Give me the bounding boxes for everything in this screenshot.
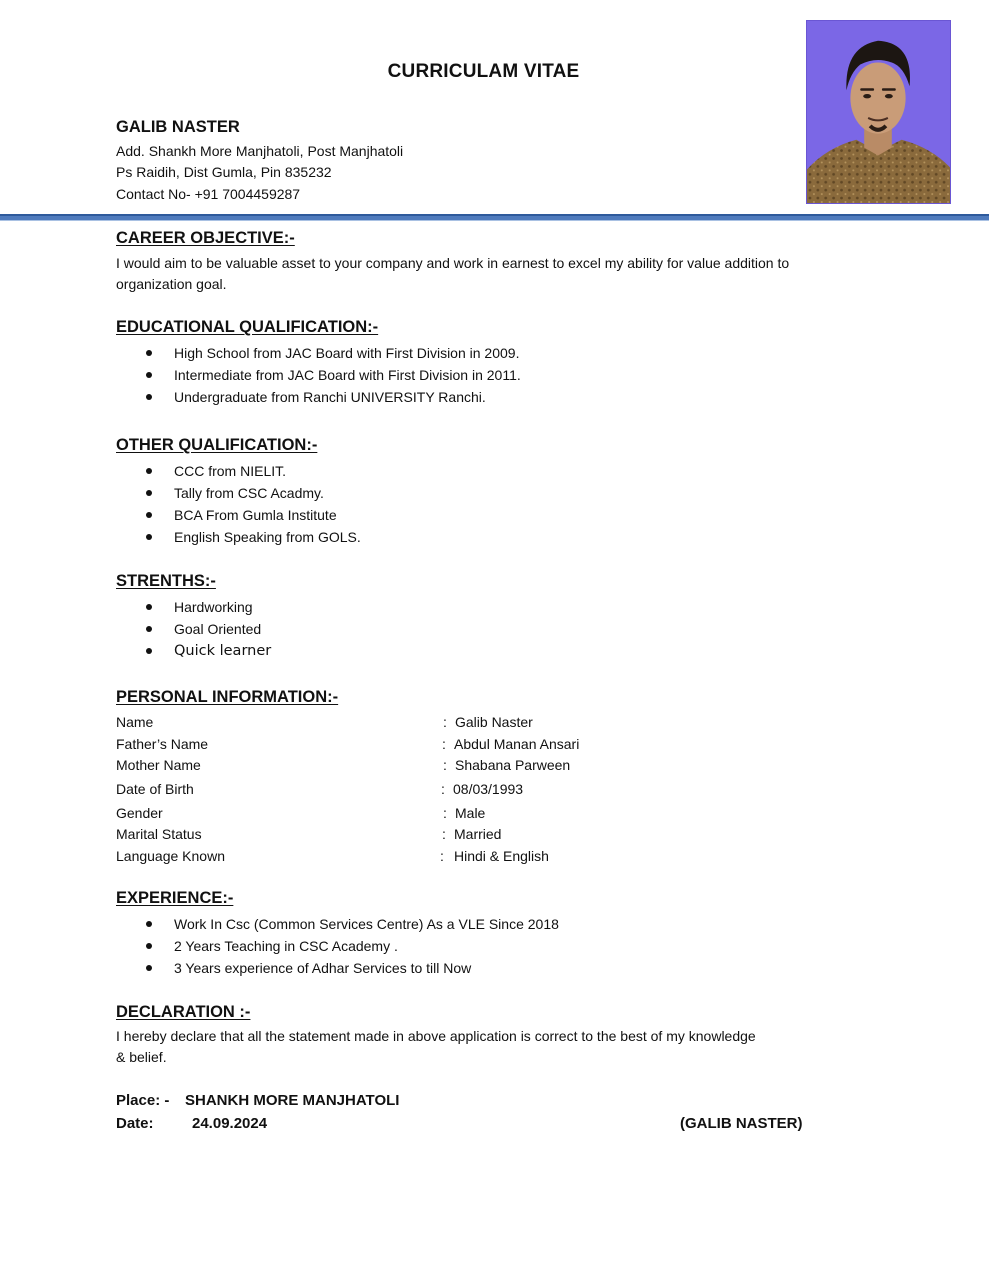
info-colon: : xyxy=(442,736,446,752)
list-item: Quick learner xyxy=(116,640,271,662)
info-label: Name xyxy=(116,714,154,730)
info-colon: : xyxy=(442,826,446,842)
info-label: Marital Status xyxy=(116,826,202,842)
date-label: Date: xyxy=(116,1115,154,1132)
education-list xyxy=(116,342,521,408)
other-qualification-heading: OTHER QUALIFICATION:- xyxy=(116,436,318,454)
info-colon: : xyxy=(443,714,447,730)
education-heading: EDUCATIONAL QUALIFICATION:- xyxy=(116,318,379,336)
experience-list xyxy=(116,913,559,979)
career-objective-line: organization goal. xyxy=(116,276,227,292)
info-colon: : xyxy=(441,781,445,797)
info-label: Mother Name xyxy=(116,757,201,773)
info-colon: : xyxy=(440,848,444,864)
contact-line: Contact No- +91 7004459287 xyxy=(116,186,301,202)
list-item: CCC from NIELIT. xyxy=(116,460,361,482)
place-label: Place: - xyxy=(116,1092,170,1109)
profile-photo xyxy=(806,20,951,204)
info-label: Language Known xyxy=(116,848,225,864)
declaration-heading: DECLARATION :- xyxy=(116,1003,251,1021)
info-label: Father’s Name xyxy=(116,736,209,752)
info-value: Married xyxy=(454,826,502,842)
list-item: High School from JAC Board with First Division in 2009. xyxy=(116,342,521,364)
document-title: CURRICULAM VITAE xyxy=(387,61,580,82)
list-item: Tally from CSC Acadmy. xyxy=(116,482,361,504)
career-objective-heading: CAREER OBJECTIVE:- xyxy=(116,229,295,247)
info-value: Hindi & English xyxy=(454,848,549,864)
list-item: BCA From Gumla Institute xyxy=(116,504,361,526)
personal-info-row xyxy=(116,823,716,845)
info-label: Gender xyxy=(116,805,163,821)
info-value: 08/03/1993 xyxy=(453,781,524,797)
list-item: English Speaking from GOLS. xyxy=(116,526,361,548)
personal-info-row xyxy=(116,802,716,824)
personal-info-row xyxy=(116,754,716,776)
info-label: Date of Birth xyxy=(116,781,194,797)
personal-info-row xyxy=(116,733,716,755)
list-item: Intermediate from JAC Board with First Division in 2011. xyxy=(116,364,521,386)
list-item: 2 Years Teaching in CSC Academy . xyxy=(116,935,559,957)
header-divider xyxy=(0,214,989,221)
list-item: Hardworking xyxy=(116,596,271,618)
address-line: Ps Raidih, Dist Gumla, Pin 835232 xyxy=(116,164,332,180)
career-objective-line: I would aim to be valuable asset to your company and work in earnest to excel my ability for value addition to xyxy=(116,255,790,271)
list-item: Goal Oriented xyxy=(116,618,271,640)
date-value: 24.09.2024 xyxy=(192,1115,268,1132)
list-item: 3 Years experience of Adhar Services to till Now xyxy=(116,957,559,979)
address-line: Add. Shankh More Manjhatoli, Post Manjhatoli xyxy=(116,143,404,159)
info-value: Abdul Manan Ansari xyxy=(454,736,580,752)
personal-info-row xyxy=(116,845,716,867)
info-value: Male xyxy=(455,805,486,821)
place-value: SHANKH MORE MANJHATOLI xyxy=(185,1092,400,1109)
list-item: Undergraduate from Ranchi UNIVERSITY Ranchi. xyxy=(116,386,521,408)
personal-info-row xyxy=(116,778,716,800)
declaration-line: I hereby declare that all the statement made in above application is correct to the best of my knowledge xyxy=(116,1028,756,1044)
personal-info-row xyxy=(116,711,716,733)
declaration-line: & belief. xyxy=(116,1049,167,1065)
info-colon: : xyxy=(443,805,447,821)
info-colon: : xyxy=(443,757,447,773)
personal-info-heading: PERSONAL INFORMATION:- xyxy=(116,688,339,706)
strengths-heading: STRENTHS:- xyxy=(116,572,216,590)
list-item: Work In Csc (Common Services Centre) As a VLE Since 2018 xyxy=(116,913,559,935)
other-qualification-list xyxy=(116,460,361,548)
info-value: Shabana Parween xyxy=(455,757,571,773)
signature: (GALIB NASTER) xyxy=(680,1115,803,1132)
experience-heading: EXPERIENCE:- xyxy=(116,889,234,907)
info-value: Galib Naster xyxy=(455,714,533,730)
strengths-list xyxy=(116,596,271,662)
candidate-name: GALIB NASTER xyxy=(116,118,240,136)
